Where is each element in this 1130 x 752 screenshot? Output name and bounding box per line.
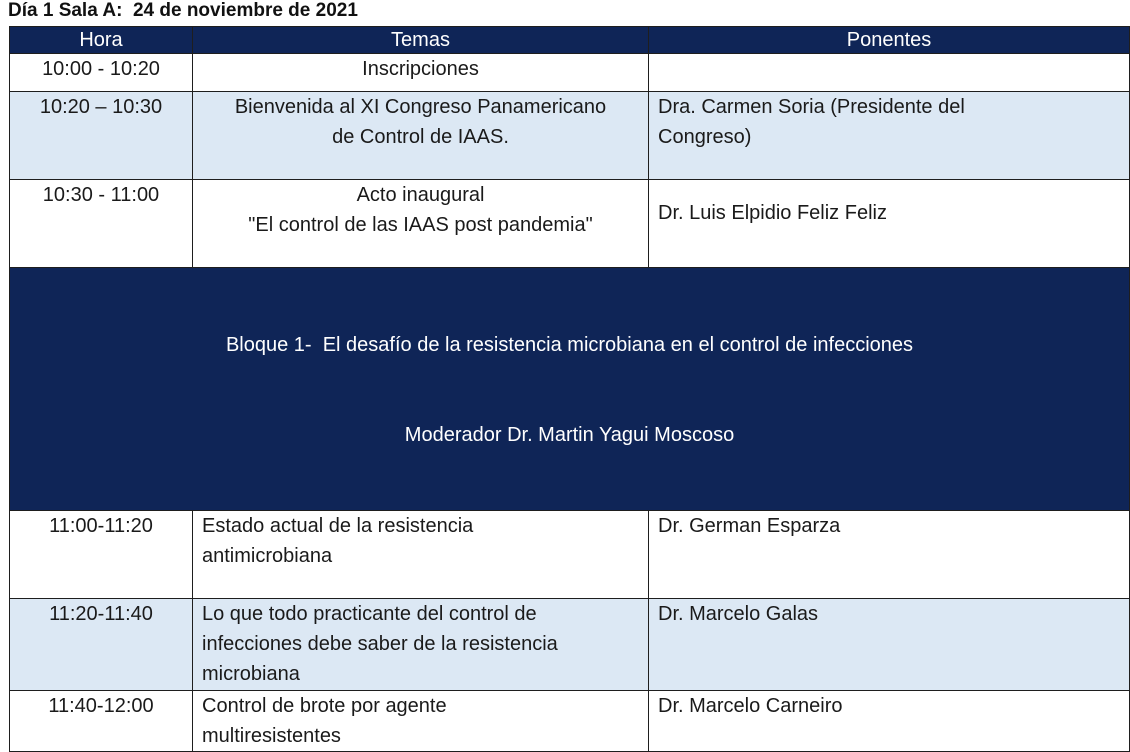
hora-cell: 11:00-11:20 (10, 511, 193, 599)
hora-cell: 10:30 - 11:00 (10, 180, 193, 268)
ponente-cell: Dr. Marcelo Galas (649, 599, 1130, 691)
tema-cell: Inscripciones (193, 54, 649, 92)
block-header-cell (10, 268, 1130, 511)
table-row (10, 691, 1130, 752)
ponente-cell (649, 92, 1130, 180)
tema-cell (193, 599, 649, 691)
ponente-cell (649, 54, 1130, 92)
block-moderator: Moderador Dr. Martin Yagui Moscoso (404, 424, 735, 446)
tema-line: infecciones debe saber de la resistencia (202, 633, 558, 655)
ponente-line: Dr. Luis Elpidio Feliz Feliz (658, 202, 887, 224)
table-row (10, 599, 1130, 691)
table-row (10, 511, 1130, 599)
column-header-ponentes: Ponentes (649, 27, 1130, 54)
table-header-row (10, 27, 1130, 54)
agenda-table (9, 26, 1130, 752)
tema-line: Control de brote por agente (202, 695, 447, 717)
tema-line: Bienvenida al XI Congreso Panamericano (234, 96, 607, 118)
ponente-cell: Dr. German Esparza (649, 511, 1130, 599)
tema-line: de Control de IAAS. (332, 126, 509, 148)
tema-line: Acto inaugural (356, 184, 485, 206)
document-heading: Día 1 Sala A: 24 de noviembre de 2021 (8, 0, 358, 21)
table-row (10, 92, 1130, 180)
ponente-line: Dra. Carmen Soria (Presidente del (658, 96, 965, 118)
tema-line: antimicrobiana (202, 545, 333, 567)
tema-cell (193, 180, 649, 268)
tema-cell (193, 691, 649, 752)
block-title: Bloque 1- El desafío de la resistencia microbiana en el control de infecciones (225, 334, 914, 356)
hora-cell: 10:20 – 10:30 (10, 92, 193, 180)
ponente-cell: Dr. Marcelo Carneiro (649, 691, 1130, 752)
column-header-temas: Temas (193, 27, 649, 54)
tema-cell (193, 511, 649, 599)
table-row (10, 54, 1130, 92)
ponente-cell (649, 180, 1130, 268)
hora-cell: 11:40-12:00 (10, 691, 193, 752)
column-header-hora: Hora (10, 27, 193, 54)
table-row (10, 180, 1130, 268)
tema-cell (193, 92, 649, 180)
ponente-line: Congreso) (658, 126, 752, 148)
hora-cell: 10:00 - 10:20 (10, 54, 193, 92)
tema-line: microbiana (202, 663, 300, 685)
tema-line: multiresistentes (202, 725, 341, 747)
tema-line: Lo que todo practicante del control de (202, 603, 537, 625)
tema-line: Estado actual de la resistencia (202, 515, 474, 537)
hora-cell: 11:20-11:40 (10, 599, 193, 691)
block-header-row (10, 268, 1130, 511)
tema-line: "El control de las IAAS post pandemia" (248, 214, 593, 236)
